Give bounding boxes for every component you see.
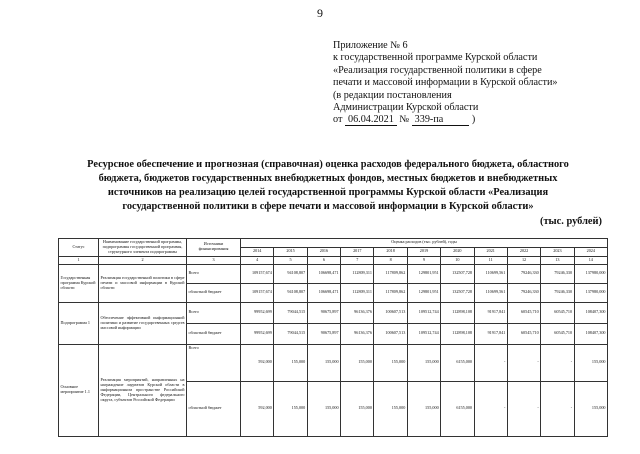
page-number: 9 — [317, 6, 323, 20]
row-value: 79246,330 — [541, 264, 574, 283]
appendix-line: к государственной программе Курской области — [333, 52, 538, 64]
row-name: Обеспечение эффективной информационной политики и развитие государственных средств массовой информации — [99, 302, 187, 344]
close-paren: ) — [471, 114, 476, 126]
row-status: Основное мероприятие 1.1 — [59, 344, 99, 436]
header-year: 2018 — [374, 247, 407, 256]
row-value: 60545,710 — [507, 302, 540, 323]
header-year: 2024 — [574, 247, 607, 256]
table-index-row — [59, 256, 608, 264]
number-prefix: № — [399, 114, 410, 126]
row-value: 106698,471 — [307, 283, 340, 302]
row-value: 112809,311 — [341, 264, 374, 283]
row-value: - — [507, 381, 540, 436]
row-value: 155,000 — [407, 344, 440, 381]
row-value: 91917,841 — [474, 323, 507, 344]
header-estimate: Оценка расходов (тыс. рублей), годы — [241, 239, 608, 248]
row-source: областной бюджет — [187, 323, 241, 344]
row-value: 155,000 — [307, 344, 340, 381]
row-value: 155,000 — [341, 381, 374, 436]
header-year: 2023 — [541, 247, 574, 256]
header-year: 2020 — [441, 247, 474, 256]
row-value: 155,000 — [274, 344, 307, 381]
header-status: Статус — [59, 239, 99, 257]
row-value: 91917,841 — [474, 302, 507, 323]
row-source: областной бюджет — [187, 283, 241, 302]
row-value: 94108,807 — [274, 264, 307, 283]
header-year: 2014 — [241, 247, 274, 256]
table-row — [59, 302, 608, 323]
row-value: 100607,513 — [374, 323, 407, 344]
header-year: 2016 — [307, 247, 340, 256]
resolution-number: 339-па — [412, 114, 470, 126]
resolution-date: 06.04.2021 — [345, 114, 397, 126]
row-name: Реализация государственной политики в сфере печати и массовой информации в Курской области — [99, 264, 187, 302]
row-source: Всего — [187, 344, 241, 381]
row-value: 109512,744 — [407, 302, 440, 323]
row-value: 155,000 — [307, 381, 340, 436]
row-value: 79246,330 — [507, 264, 540, 283]
row-value: 96136,376 — [341, 302, 374, 323]
row-value: 60545,710 — [507, 323, 540, 344]
title-line: бюджета, бюджетов государственных внебюджетных фондов, местных бюджетов и внебюджетных — [98, 173, 558, 184]
column-index: 14 — [574, 256, 607, 264]
row-value: 60545,710 — [541, 302, 574, 323]
row-value: 60545,710 — [541, 323, 574, 344]
row-value: 129801,951 — [407, 283, 440, 302]
row-value: 155,000 — [374, 344, 407, 381]
row-status: Подпрограмма 1 — [59, 302, 99, 344]
row-value: 155,000 — [274, 381, 307, 436]
row-value: 6155,000 — [441, 344, 474, 381]
title-line: государственной политики в сфере печати и массовой информации в Курской области» — [122, 201, 534, 212]
row-value: 109512,744 — [407, 323, 440, 344]
column-index: 10 — [441, 256, 474, 264]
row-source: Всего — [187, 264, 241, 283]
resource-table — [58, 238, 608, 437]
row-value: 117809,862 — [374, 264, 407, 283]
row-value: 99952,699 — [241, 302, 274, 323]
header-year: 2015 — [274, 247, 307, 256]
column-index: 7 — [341, 256, 374, 264]
date-prefix: от — [333, 114, 343, 126]
column-index: 6 — [307, 256, 340, 264]
appendix-line: Приложение № 6 — [333, 40, 408, 51]
row-value: 155,000 — [574, 344, 607, 381]
row-source: Всего — [187, 302, 241, 323]
row-value: 592,000 — [241, 381, 274, 436]
column-index: 5 — [274, 256, 307, 264]
row-value: 79246,330 — [541, 283, 574, 302]
row-value: 79044,515 — [274, 302, 307, 323]
title-line: Ресурсное обеспечение и прогнозная (справочная) оценка расходов федерального бюджета, областного — [87, 159, 569, 170]
header-year: 2022 — [507, 247, 540, 256]
units-label: (тыс. рублей) — [539, 216, 602, 227]
appendix-line: (в редакции постановления — [333, 89, 452, 101]
row-value: 109157,674 — [241, 264, 274, 283]
row-value: 110699,561 — [474, 283, 507, 302]
header-source: Источники финансирования — [187, 239, 241, 257]
header-name: Наименование государственной программы, подпрограммы государственной программы, структурного элемента подпрограммы — [99, 239, 187, 257]
appendix-line: Администрации Курской области — [333, 102, 479, 114]
header-year: 2021 — [474, 247, 507, 256]
column-index: 11 — [474, 256, 507, 264]
row-name: Реализация мероприятий, направленных на награждение лауреатов Курской области в информационном пространстве Российской Федерации, Центрального федерального округа, субъектов Российской Федерации — [99, 344, 187, 436]
row-value: 79044,515 — [274, 323, 307, 344]
row-value: 155,000 — [374, 381, 407, 436]
column-index: 13 — [541, 256, 574, 264]
appendix-line: «Реализация государственной политики в сфере — [333, 64, 542, 76]
row-value: 100607,513 — [374, 302, 407, 323]
table-row — [59, 264, 608, 283]
table-row — [59, 344, 608, 381]
appendix-line: печати и массовой информации в Курской области» — [333, 77, 558, 89]
column-index: 9 — [407, 256, 440, 264]
row-value: 129801,951 — [407, 264, 440, 283]
row-value: 112898,108 — [441, 302, 474, 323]
row-value: 155,000 — [341, 344, 374, 381]
row-value: 96136,376 — [341, 323, 374, 344]
row-status: Государственная программа Курской области — [59, 264, 99, 302]
column-index: 8 — [374, 256, 407, 264]
row-value: - — [507, 344, 540, 381]
row-value: 132507,728 — [441, 283, 474, 302]
column-index: 3 — [187, 256, 241, 264]
row-value: - — [474, 381, 507, 436]
table-header-row — [59, 239, 608, 248]
header-year: 2019 — [407, 247, 440, 256]
column-index: 12 — [507, 256, 540, 264]
column-index: 1 — [59, 256, 99, 264]
row-value: 592,000 — [241, 344, 274, 381]
row-value: - — [541, 344, 574, 381]
row-value: 137980,000 — [574, 264, 607, 283]
row-value: 132507,728 — [441, 264, 474, 283]
appendix-block — [333, 40, 633, 127]
row-value: 112898,108 — [441, 323, 474, 344]
row-value: 109157,674 — [241, 283, 274, 302]
row-value: 112809,311 — [341, 283, 374, 302]
row-value: 108407,300 — [574, 323, 607, 344]
header-year: 2017 — [341, 247, 374, 256]
row-value: 155,000 — [407, 381, 440, 436]
row-value: 90675,897 — [307, 323, 340, 344]
row-value: 106698,471 — [307, 264, 340, 283]
row-value: 108407,300 — [574, 302, 607, 323]
column-index: 2 — [99, 256, 187, 264]
row-value: 155,000 — [574, 381, 607, 436]
column-index: 4 — [241, 256, 274, 264]
row-value: 6155,000 — [441, 381, 474, 436]
row-value: 110699,561 — [474, 264, 507, 283]
row-value: 94108,807 — [274, 283, 307, 302]
row-value: 90675,897 — [307, 302, 340, 323]
row-value: 99952,699 — [241, 323, 274, 344]
title-line: источников на реализацию целей государственной программы Курской области «Реализация — [107, 187, 549, 198]
row-source: областной бюджет — [187, 381, 241, 436]
row-value: - — [541, 381, 574, 436]
row-value: 137980,000 — [574, 283, 607, 302]
appendix-date-line — [333, 114, 633, 126]
row-value: - — [474, 344, 507, 381]
document-title — [58, 158, 598, 214]
row-value: 117809,862 — [374, 283, 407, 302]
row-value: 79246,330 — [507, 283, 540, 302]
